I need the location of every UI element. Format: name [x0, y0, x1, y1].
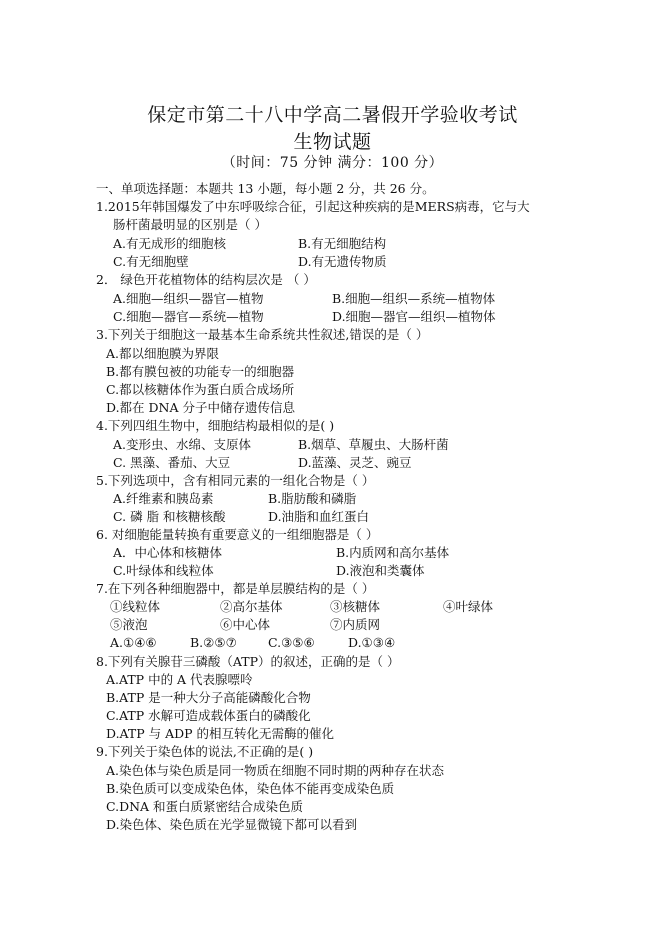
q1-option-b: B.有无细胞结构: [298, 236, 387, 251]
q6-option-a: A．中心体和核糖体: [113, 545, 223, 560]
q9-stem: 9.下列关于染色体的说法,不正确的是( ): [96, 744, 314, 759]
exam-title: 保定市第二十八中学高二暑假开学验收考试: [147, 104, 518, 126]
q6-stem: 6. 对细胞能量转换有重要意义的一组细胞器是（ ）: [96, 527, 379, 542]
exam-info: （时间：75 分钟 满分：100 分）: [221, 155, 444, 171]
q3-option-d: D.都在 DNA 分子中储存遗传信息: [106, 400, 295, 415]
q8-stem: 8.下列有关腺苷三磷酸（ATP）的叙述，正确的是（ ）: [96, 654, 400, 669]
q6-option-b: B.内质网和高尔基体: [336, 545, 450, 560]
q9-option-b: B.染色质可以变成染色体，染色体不能再变成染色质: [106, 781, 395, 796]
q7-item-5: ⑤液泡: [110, 617, 148, 632]
q7-option-d: D.①③④: [348, 635, 396, 650]
q3-option-a: A.都以细胞膜为界限: [106, 346, 220, 361]
q4-option-a: A.变形虫、水绵、支原体: [113, 437, 252, 452]
q8-option-b: B.ATP 是一种大分子高能磷酸化合物: [106, 690, 311, 705]
q1-option-d: D.有无遗传物质: [298, 254, 387, 269]
q4-option-b: B.烟草、草履虫、大肠杆菌: [298, 437, 449, 452]
q3-option-b: B.都有膜包被的功能专一的细胞器: [106, 364, 295, 379]
q7-option-a: A.①④⑥: [110, 635, 157, 650]
q1-option-a: A.有无成形的细胞核: [113, 236, 227, 251]
q5-stem: 5.下列选项中，含有相同元素的一组化合物是（ ）: [96, 473, 375, 488]
q8-option-a: A.ATP 中的 A 代表腺嘌呤: [106, 672, 253, 687]
q5-option-a: A.纤维素和胰岛素: [113, 491, 214, 506]
q7-option-b: B.②⑤⑦: [190, 635, 237, 650]
q3-stem: 3.下列关于细胞这一最基本生命系统共性叙述,错误的是（ ）: [96, 327, 429, 342]
q2-option-d: D.细胞—器官—组织—植物体: [332, 309, 496, 324]
q6-option-c: C.叶绿体和线粒体: [113, 563, 214, 578]
q7-item-4: ④叶绿体: [443, 599, 494, 614]
q2-option-c: C.细胞—器官—系统—植物: [113, 309, 264, 324]
q9-option-a: A.染色体与染色质是同一物质在细胞不同时期的两种存在状态: [106, 763, 445, 778]
q6-option-d: D.液泡和类囊体: [336, 563, 425, 578]
q4-option-c: C. 黑藻、番茄、大豆: [113, 455, 231, 470]
q1-stem-line1: 1.2015年韩国爆发了中东呼吸综合征，引起这种疾病的是MERS病毒，它与大: [96, 199, 530, 214]
q9-option-d: D.染色体、染色质在光学显微镜下都可以看到: [106, 817, 358, 832]
q4-stem: 4.下列四组生物中，细胞结构最相似的是( ): [96, 418, 335, 433]
q8-option-c: C.ATP 水解可造成载体蛋白的磷酸化: [106, 708, 311, 723]
exam-subject: 生物试题: [293, 131, 372, 153]
q2-stem: 2． 绿色开花植物体的结构层次是 （ ）: [96, 272, 316, 287]
q2-option-a: A.细胞—组织—器官—植物: [113, 291, 264, 306]
q5-option-b: B.脂肪酸和磷脂: [268, 491, 357, 506]
q7-item-1: ①线粒体: [110, 599, 161, 614]
q1-stem-line2: 肠杆菌最明显的区别是（ ）: [113, 217, 267, 232]
q7-stem: 7.在下列各种细胞器中，都是单层膜结构的是（ ）: [96, 581, 375, 596]
q7-item-3: ③核糖体: [330, 599, 381, 614]
q7-option-c: C.③⑤⑥: [268, 635, 315, 650]
q7-item-2: ②高尔基体: [220, 599, 283, 614]
q2-option-b: B.细胞—组织—系统—植物体: [332, 291, 496, 306]
q7-item-7: ⑦内质网: [330, 617, 381, 632]
q3-option-c: C.都以核糖体作为蛋白质合成场所: [106, 382, 295, 397]
q1-option-c: C.有无细胞壁: [113, 254, 189, 269]
q8-option-d: D.ATP 与 ADP 的相互转化无需酶的催化: [106, 726, 335, 741]
section-heading: 一、单项选择题：本题共 13 小题，每小题 2 分，共 26 分。: [96, 181, 435, 196]
q4-option-d: D.蓝藻、灵芝、豌豆: [298, 455, 412, 470]
q9-option-c: C.DNA 和蛋白质紧密结合成染色质: [106, 799, 304, 814]
q5-option-c: C. 磷 脂 和核糖核酸: [113, 509, 226, 524]
q5-option-d: D.油脂和血红蛋白: [268, 509, 370, 524]
q7-item-6: ⑥中心体: [220, 617, 271, 632]
